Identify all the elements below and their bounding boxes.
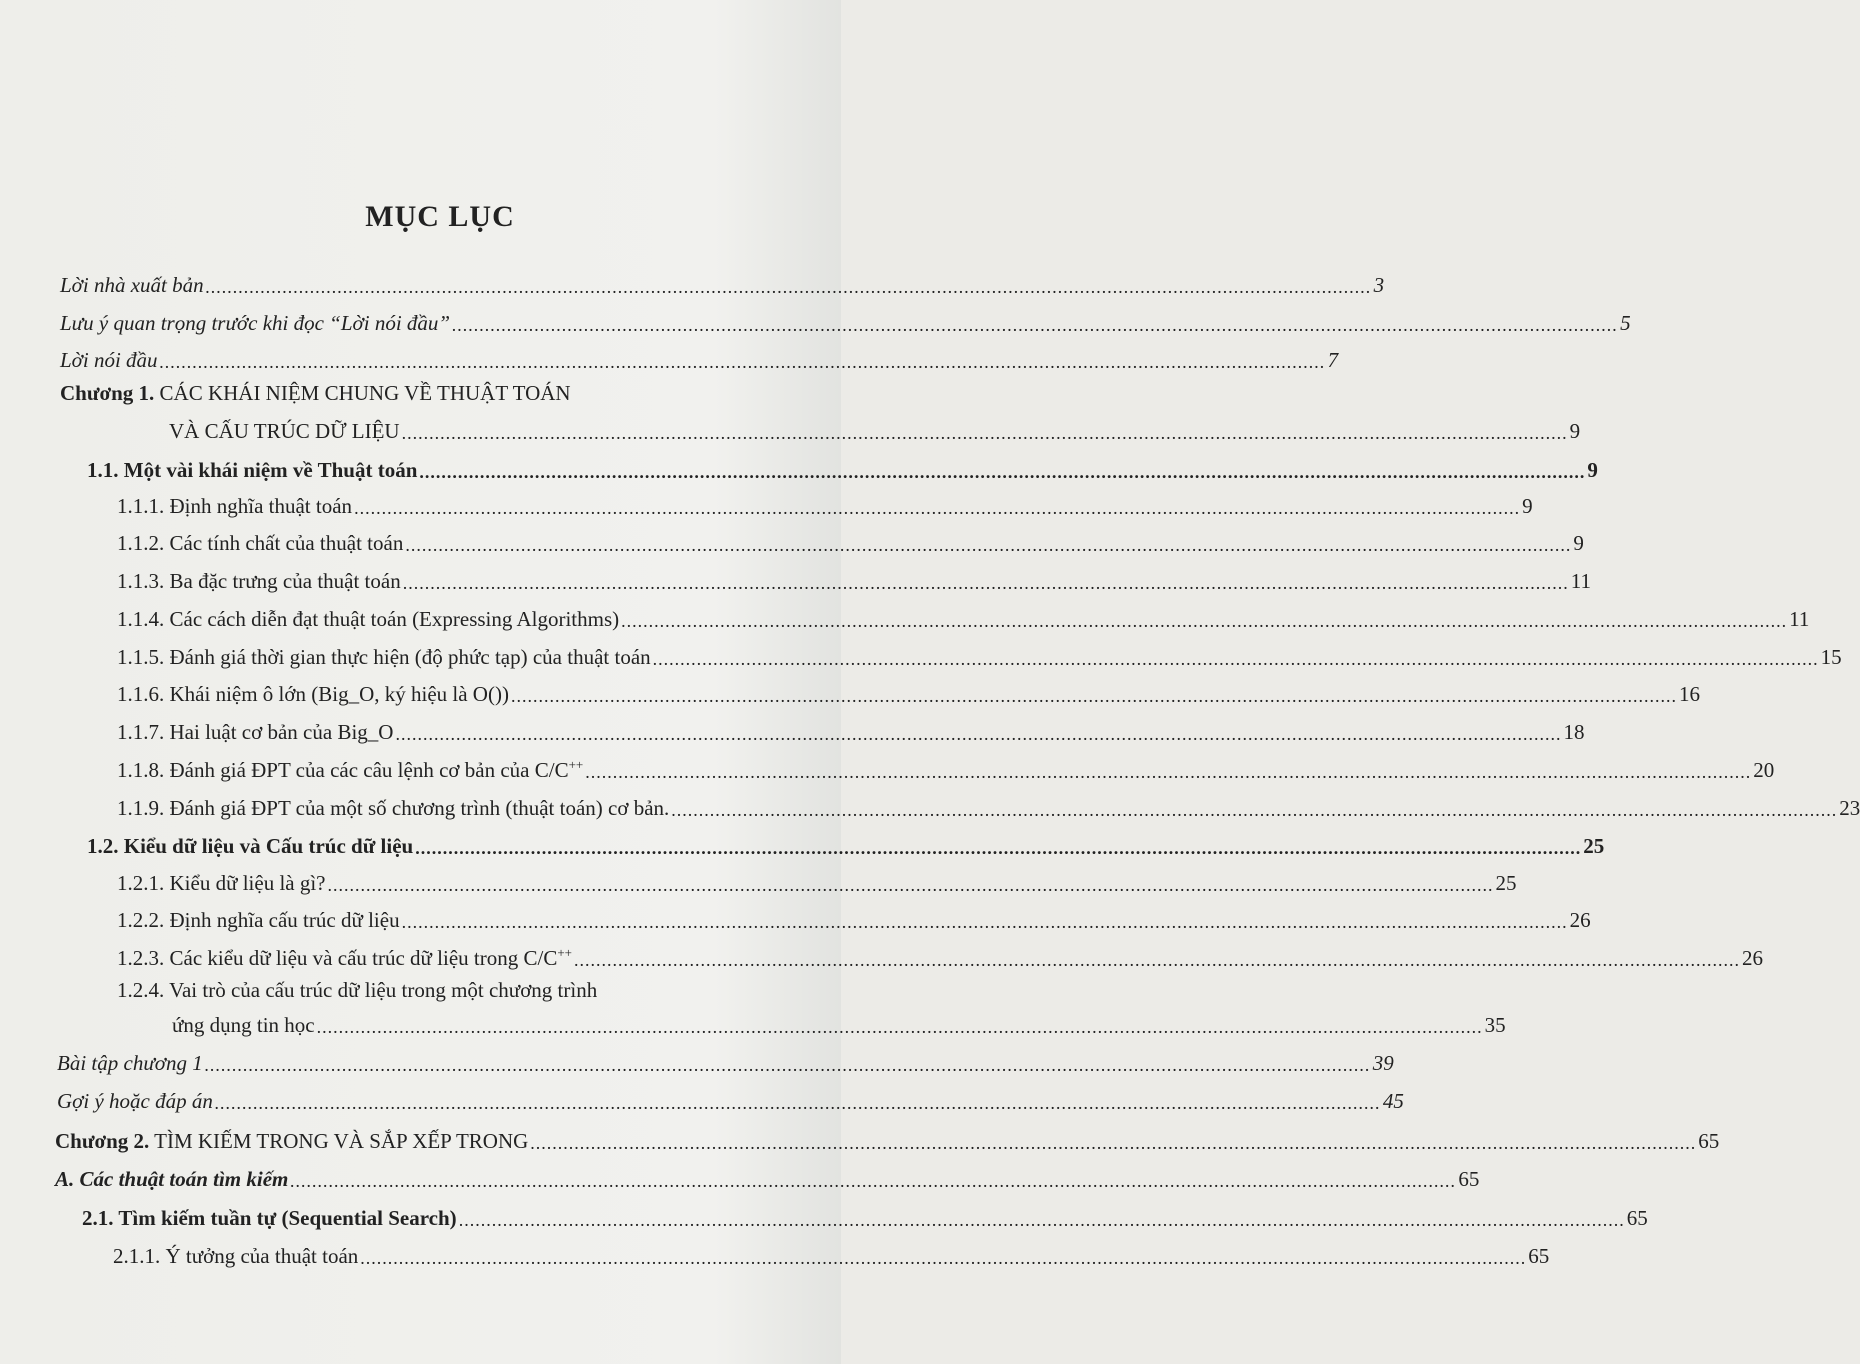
toc-entry[interactable] <box>117 485 1533 519</box>
leader-dots: .................................................................................................................................................................................................................... <box>452 315 1619 335</box>
toc-page-number: 20 <box>1753 758 1775 782</box>
toc-entry[interactable] <box>82 1197 1648 1231</box>
toc-entry-label: 1.2.1. Kiểu dữ liệu là gì? <box>117 871 326 895</box>
chapter-1-heading[interactable] <box>60 381 571 406</box>
toc-page-number: 26 <box>1569 908 1591 932</box>
chapter-title-line2: VÀ CẤU TRÚC DỮ LIỆU <box>169 419 400 443</box>
toc-entry[interactable] <box>87 825 1605 859</box>
toc-entry[interactable] <box>55 1158 1480 1192</box>
toc-page-number: 9 <box>1587 458 1598 482</box>
leader-dots: .................................................................................................................................................................................................................... <box>585 762 1752 782</box>
toc-entry[interactable] <box>57 1042 1394 1076</box>
toc-entry-line1[interactable]: 1.2.4. Vai trò của cấu trúc dữ liệu trong một chương trình <box>117 978 598 1002</box>
chapter-title-line1: CÁC KHÁI NIỆM CHUNG VỀ THUẬT TOÁN <box>159 381 571 405</box>
toc-page-number: 26 <box>1742 946 1764 970</box>
toc-entry[interactable] <box>113 1235 1550 1269</box>
toc-entry[interactable] <box>117 598 1810 632</box>
toc-page-number: 39 <box>1372 1051 1394 1075</box>
toc-page-number: 25 <box>1495 871 1517 895</box>
leader-dots: .................................................................................................................................................................................................................... <box>574 950 1741 970</box>
toc-entry[interactable] <box>172 1004 1506 1038</box>
toc-entry[interactable] <box>87 449 1598 483</box>
toc-entry[interactable] <box>117 636 1842 670</box>
chapter-prefix: Chương 2. <box>55 1129 150 1153</box>
leader-dots: .................................................................................................................................................................................................................... <box>415 838 1582 858</box>
toc-entry[interactable] <box>60 339 1339 373</box>
toc-page-number: 16 <box>1678 682 1700 706</box>
leader-dots: .................................................................................................................................................................................................................... <box>405 535 1572 555</box>
leader-dots: .................................................................................................................................................................................................................... <box>327 875 1494 895</box>
toc-entry-label: 1.1.5. Đánh giá thời gian thực hiện (độ phức tạp) của thuật toán <box>117 645 651 669</box>
toc-entry[interactable] <box>117 787 1860 821</box>
leader-dots: .................................................................................................................................................................................................................... <box>458 1210 1625 1230</box>
leader-dots: .................................................................................................................................................................................................................... <box>671 800 1838 820</box>
toc-entry[interactable] <box>117 673 1700 707</box>
superscript: ++ <box>557 945 573 960</box>
toc-entry[interactable] <box>57 1080 1404 1114</box>
toc-page-number: 65 <box>1626 1206 1648 1230</box>
toc-entry-label: 1.1.3. Ba đặc trưng của thuật toán <box>117 569 401 593</box>
toc-entry-label: 1.1.2. Các tính chất của thuật toán <box>117 531 404 555</box>
toc-entry-label: Gợi ý hoặc đáp án <box>57 1089 213 1113</box>
toc-entry-label: 1.1.4. Các cách diễn đạt thuật toán (Expressing Algorithms) <box>117 607 620 631</box>
toc-page-number: 25 <box>1583 834 1605 858</box>
toc-page-number: 9 <box>1573 531 1584 555</box>
toc-page-number: 3 <box>1373 273 1385 297</box>
page-title: MỤC LỤC <box>365 200 515 233</box>
toc-entry[interactable] <box>60 302 1631 336</box>
toc-entry-label: 1.1.6. Khái niệm ô lớn (Big_O, ký hiệu là O()) <box>117 682 509 706</box>
chapter-prefix: Chương 1. <box>60 381 155 405</box>
leader-dots: .................................................................................................................................................................................................................... <box>354 498 1521 518</box>
toc-entry[interactable] <box>60 264 1385 298</box>
toc-entry-label: 1.1.1. Định nghĩa thuật toán <box>117 494 353 518</box>
leader-dots: .................................................................................................................................................................................................................... <box>316 1017 1483 1037</box>
toc-entry[interactable] <box>117 711 1585 745</box>
toc-entry[interactable] <box>117 937 1764 971</box>
toc-page-number: 65 <box>1458 1167 1480 1191</box>
leader-dots: .................................................................................................................................................................................................................... <box>204 1055 1371 1075</box>
superscript: ++ <box>568 757 584 772</box>
toc-page-number: 65 <box>1528 1244 1550 1268</box>
toc-entry[interactable] <box>117 749 1775 783</box>
leader-dots: .................................................................................................................................................................................................................... <box>402 573 1569 593</box>
toc-entry-label: Lời nói đầu <box>60 348 158 372</box>
leader-dots: .................................................................................................................................................................................................................... <box>401 423 1568 443</box>
toc-page-number: 23 <box>1839 796 1860 820</box>
leader-dots: .................................................................................................................................................................................................................... <box>205 277 1372 297</box>
toc-page-number: 15 <box>1820 645 1842 669</box>
leader-dots: .................................................................................................................................................................................................................... <box>530 1133 1697 1153</box>
toc-page-number: 11 <box>1789 607 1810 631</box>
toc-entry-label: Lưu ý quan trọng trước khi đọc “Lời nói đầu” <box>60 311 451 335</box>
toc-entry-label: 1.2. Kiểu dữ liệu và Cấu trúc dữ liệu <box>87 834 414 858</box>
toc-page-number: 45 <box>1382 1089 1404 1113</box>
toc-page-number: 9 <box>1522 494 1533 518</box>
toc-entry-label: 1.2.3. Các kiểu dữ liệu và cấu trúc dữ liệu trong C/C <box>117 946 558 970</box>
toc-entry-label: 1.1.9. Đánh giá ĐPT của một số chương trình (thuật toán) cơ bản. <box>117 796 670 820</box>
toc-entry-label: 1.1.8. Đánh giá ĐPT của các câu lệnh cơ bản của C/C <box>117 758 569 782</box>
toc-entry[interactable] <box>117 899 1591 933</box>
toc-entry[interactable] <box>117 560 1591 594</box>
toc-entry[interactable] <box>169 410 1581 444</box>
leader-dots: .................................................................................................................................................................................................................... <box>401 912 1568 932</box>
toc-page-number: 7 <box>1327 348 1339 372</box>
toc-entry[interactable] <box>117 522 1584 556</box>
chapter-2-heading[interactable] <box>55 1120 1720 1154</box>
toc-entry-label: A. Các thuật toán tìm kiếm <box>55 1167 289 1191</box>
toc-page-number: 18 <box>1563 720 1585 744</box>
toc-page-number: 11 <box>1570 569 1591 593</box>
leader-dots: .................................................................................................................................................................................................................... <box>214 1093 1381 1113</box>
toc-entry-label: Bài tập chương 1 <box>57 1051 203 1075</box>
toc-entry-label: Lời nhà xuất bản <box>60 273 204 297</box>
toc-entry-label: 2.1. Tìm kiếm tuần tự (Sequential Search) <box>82 1206 457 1230</box>
leader-dots: .................................................................................................................................................................................................................... <box>621 611 1788 631</box>
toc-entry-label: ứng dụng tin học <box>172 1013 315 1037</box>
toc-entry[interactable] <box>117 862 1517 896</box>
toc-entry-label: 1.1. Một vài khái niệm về Thuật toán <box>87 458 418 482</box>
toc-page-number: 65 <box>1698 1129 1720 1153</box>
toc-entry-label: 1.2.2. Định nghĩa cấu trúc dữ liệu <box>117 908 400 932</box>
leader-dots: .................................................................................................................................................................................................................... <box>360 1248 1527 1268</box>
toc-entry-label: TÌM KIẾM TRONG VÀ SẮP XẾP TRONG <box>154 1129 529 1153</box>
leader-dots: .................................................................................................................................................................................................................... <box>290 1171 1457 1191</box>
leader-dots: .................................................................................................................................................................................................................... <box>159 352 1326 372</box>
leader-dots: .................................................................................................................................................................................................................... <box>510 686 1677 706</box>
toc-entry-label: 1.1.7. Hai luật cơ bản của Big_O <box>117 720 394 744</box>
toc-page-number: 35 <box>1484 1013 1506 1037</box>
toc-page-number: 5 <box>1620 311 1631 335</box>
leader-dots: .................................................................................................................................................................................................................... <box>652 649 1819 669</box>
toc-entry-label: 2.1.1. Ý tưởng của thuật toán <box>113 1244 359 1268</box>
toc-page-number: 9 <box>1569 419 1581 443</box>
leader-dots: .................................................................................................................................................................................................................... <box>395 724 1562 744</box>
leader-dots: .................................................................................................................................................................................................................... <box>419 462 1586 482</box>
